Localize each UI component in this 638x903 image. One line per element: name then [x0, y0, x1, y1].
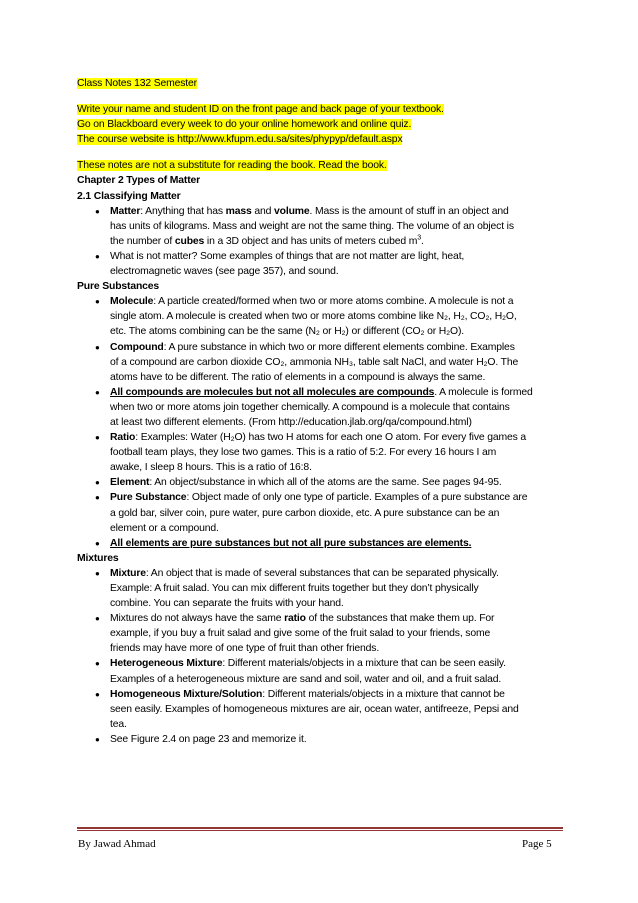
pure-substances-heading: Pure Substances: [77, 281, 160, 293]
bullet-homogeneous: ● Homogeneous Mixture/Solution: Different materials/objects in a mixture that cannot be: [77, 687, 567, 702]
bullet-icon: ●: [95, 433, 100, 443]
bullet-compound: ● Compound: A pure substance in which two or more different elements combine. Examples: [77, 340, 567, 355]
mixture-ratio-line-3: friends may have more of one type of fruit than other friends.: [110, 643, 380, 655]
bullet-icon: ●: [95, 689, 100, 699]
bullet-mixture-ratio: ● Mixtures do not always have the same ratio of the substances that make them up. For: [77, 611, 567, 626]
bullet-icon: ●: [95, 478, 100, 488]
instruction-line-1: Write your name and student ID on the front page and back page of your textbook.: [77, 104, 444, 116]
pure-substance-line-3: element or a compound.: [110, 522, 219, 534]
bullet-matter: ● Matter: Anything that has mass and volume. Mass is the amount of stuff in an object and: [77, 204, 567, 219]
bullet-icon: ●: [95, 297, 100, 307]
bullet-mixture: ● Mixture: An object that is made of several substances that can be separated physically.: [77, 566, 567, 581]
bullet-icon: ●: [95, 251, 100, 261]
heterogeneous-line-2: Examples of a heterogeneous mixture are sand and soil, water and oil, and a fruit salad.: [110, 673, 502, 685]
chapter-title: Chapter 2 Types of Matter: [77, 175, 201, 187]
bullet-figure: ● See Figure 2.4 on page 23 and memorize it.: [77, 732, 567, 747]
molecule-line-2: single atom. A molecule is created when two or more atoms combine like N₂, H₂, CO₂, H₂O,: [110, 311, 517, 323]
bullet-icon: ●: [95, 342, 100, 352]
footer-page-number: Page 5: [522, 838, 552, 850]
bullet-icon: ●: [95, 493, 100, 503]
bullet-heterogeneous: ● Heterogeneous Mixture: Different materials/objects in a mixture that can be seen easily.: [77, 656, 567, 671]
ratio-line-3: awake, I sleep 8 hours. This is a ratio of 16:8.: [110, 462, 312, 474]
bullet-icon: ●: [95, 614, 100, 624]
mixtures-heading: Mixtures: [77, 552, 119, 564]
bullet-ratio: ● Ratio: Examples: Water (H₂O) has two H atoms for each one O atom. For every five games a: [77, 430, 567, 445]
bullet-icon: ●: [95, 659, 100, 669]
bullet-not-matter: ● What is not matter? Some examples of things that are not matter are light, heat,: [77, 249, 567, 264]
bullet-all-compounds: ● All compounds are molecules but not all molecules are compounds. A molecule is formed: [77, 385, 567, 400]
all-compounds-line-2: when two or more atoms join together chemically. A compound is a molecule that contains: [110, 401, 510, 413]
course-website-line: The course website is http://www.kfupm.edu.sa/sites/phypyp/default.aspx: [77, 134, 403, 146]
pure-substance-line-2: a gold bar, silver coin, pure water, pure carbon dioxide, etc. A pure substance can be an: [110, 507, 500, 519]
bullet-molecule: ● Molecule: A particle created/formed when two or more atoms combine. A molecule is not a: [77, 294, 567, 309]
footer-rule-thin: [77, 830, 563, 831]
section-title: 2.1 Classifying Matter: [77, 190, 181, 202]
ratio-line-2: football team plays, they lose two games. This is a ratio of 5:2. For every 16 hours I am: [110, 447, 497, 459]
footer-rule: [77, 827, 563, 829]
mixture-ratio-line-2: example, if you buy a fruit salad and give some of the fruit salad to your friends, some: [110, 628, 491, 640]
bullet-pure-substance: ● Pure Substance: Object made of only one type of particle. Examples of a pure substance are: [77, 490, 567, 505]
bullet-icon: ●: [95, 206, 100, 216]
matter-line-3: the number of cubes in a 3D object and has units of meters cubed $m^3$.: [110, 234, 424, 247]
all-compounds-line-3: at least two different elements. (From http://education.jlab.org/qa/compound.html): [110, 416, 472, 428]
compound-line-3: atoms have to be different. The ratio of elements in a compound is always the same.: [110, 371, 486, 383]
bullet-icon: ●: [95, 387, 100, 397]
homogeneous-line-2: seen easily. Examples of homogeneous mixtures are air, ocean water, antifreeze, Pepsi and: [110, 703, 519, 715]
molecule-line-3: etc. The atoms combining can be the same (N₂ or H₂) or different (CO₂ or H₂O).: [110, 326, 465, 338]
compound-line-2: of a compound are carbon dioxide CO₂, ammonia NH₃, table salt NaCl, and water H₂O. The: [110, 356, 519, 368]
bullet-icon: ●: [95, 734, 100, 744]
not-matter-line-2: electromagnetic waves (see page 357), and sound.: [110, 266, 339, 278]
mixture-line-2: Example: A fruit salad. You can mix different fruits together but they don’t physically: [110, 583, 479, 594]
instruction-line-2: Go on Blackboard every week to do your online homework and online quiz.: [77, 119, 412, 131]
footer-author: By Jawad Ahmad: [78, 838, 156, 850]
matter-line-2: has units of kilograms. Mass and weight are not the same thing. The volume of an object is: [110, 220, 514, 232]
bullet-icon: ●: [95, 568, 100, 578]
bullet-icon: ●: [95, 538, 100, 548]
bullet-element: ● Element: An object/substance in which all of the atoms are the same. See pages 94-95.: [77, 475, 567, 490]
notes-disclaimer: These notes are not a substitute for reading the book. Read the book.: [77, 160, 387, 172]
homogeneous-line-3: tea.: [110, 718, 127, 730]
bullet-all-elements: ● All elements are pure substances but not all pure substances are elements.: [77, 536, 567, 551]
mixture-line-3: combine. You can separate the fruits with your hand.: [110, 598, 344, 610]
page-content: [77, 76, 567, 747]
class-notes-title: Class Notes 132 Semester: [77, 78, 197, 89]
